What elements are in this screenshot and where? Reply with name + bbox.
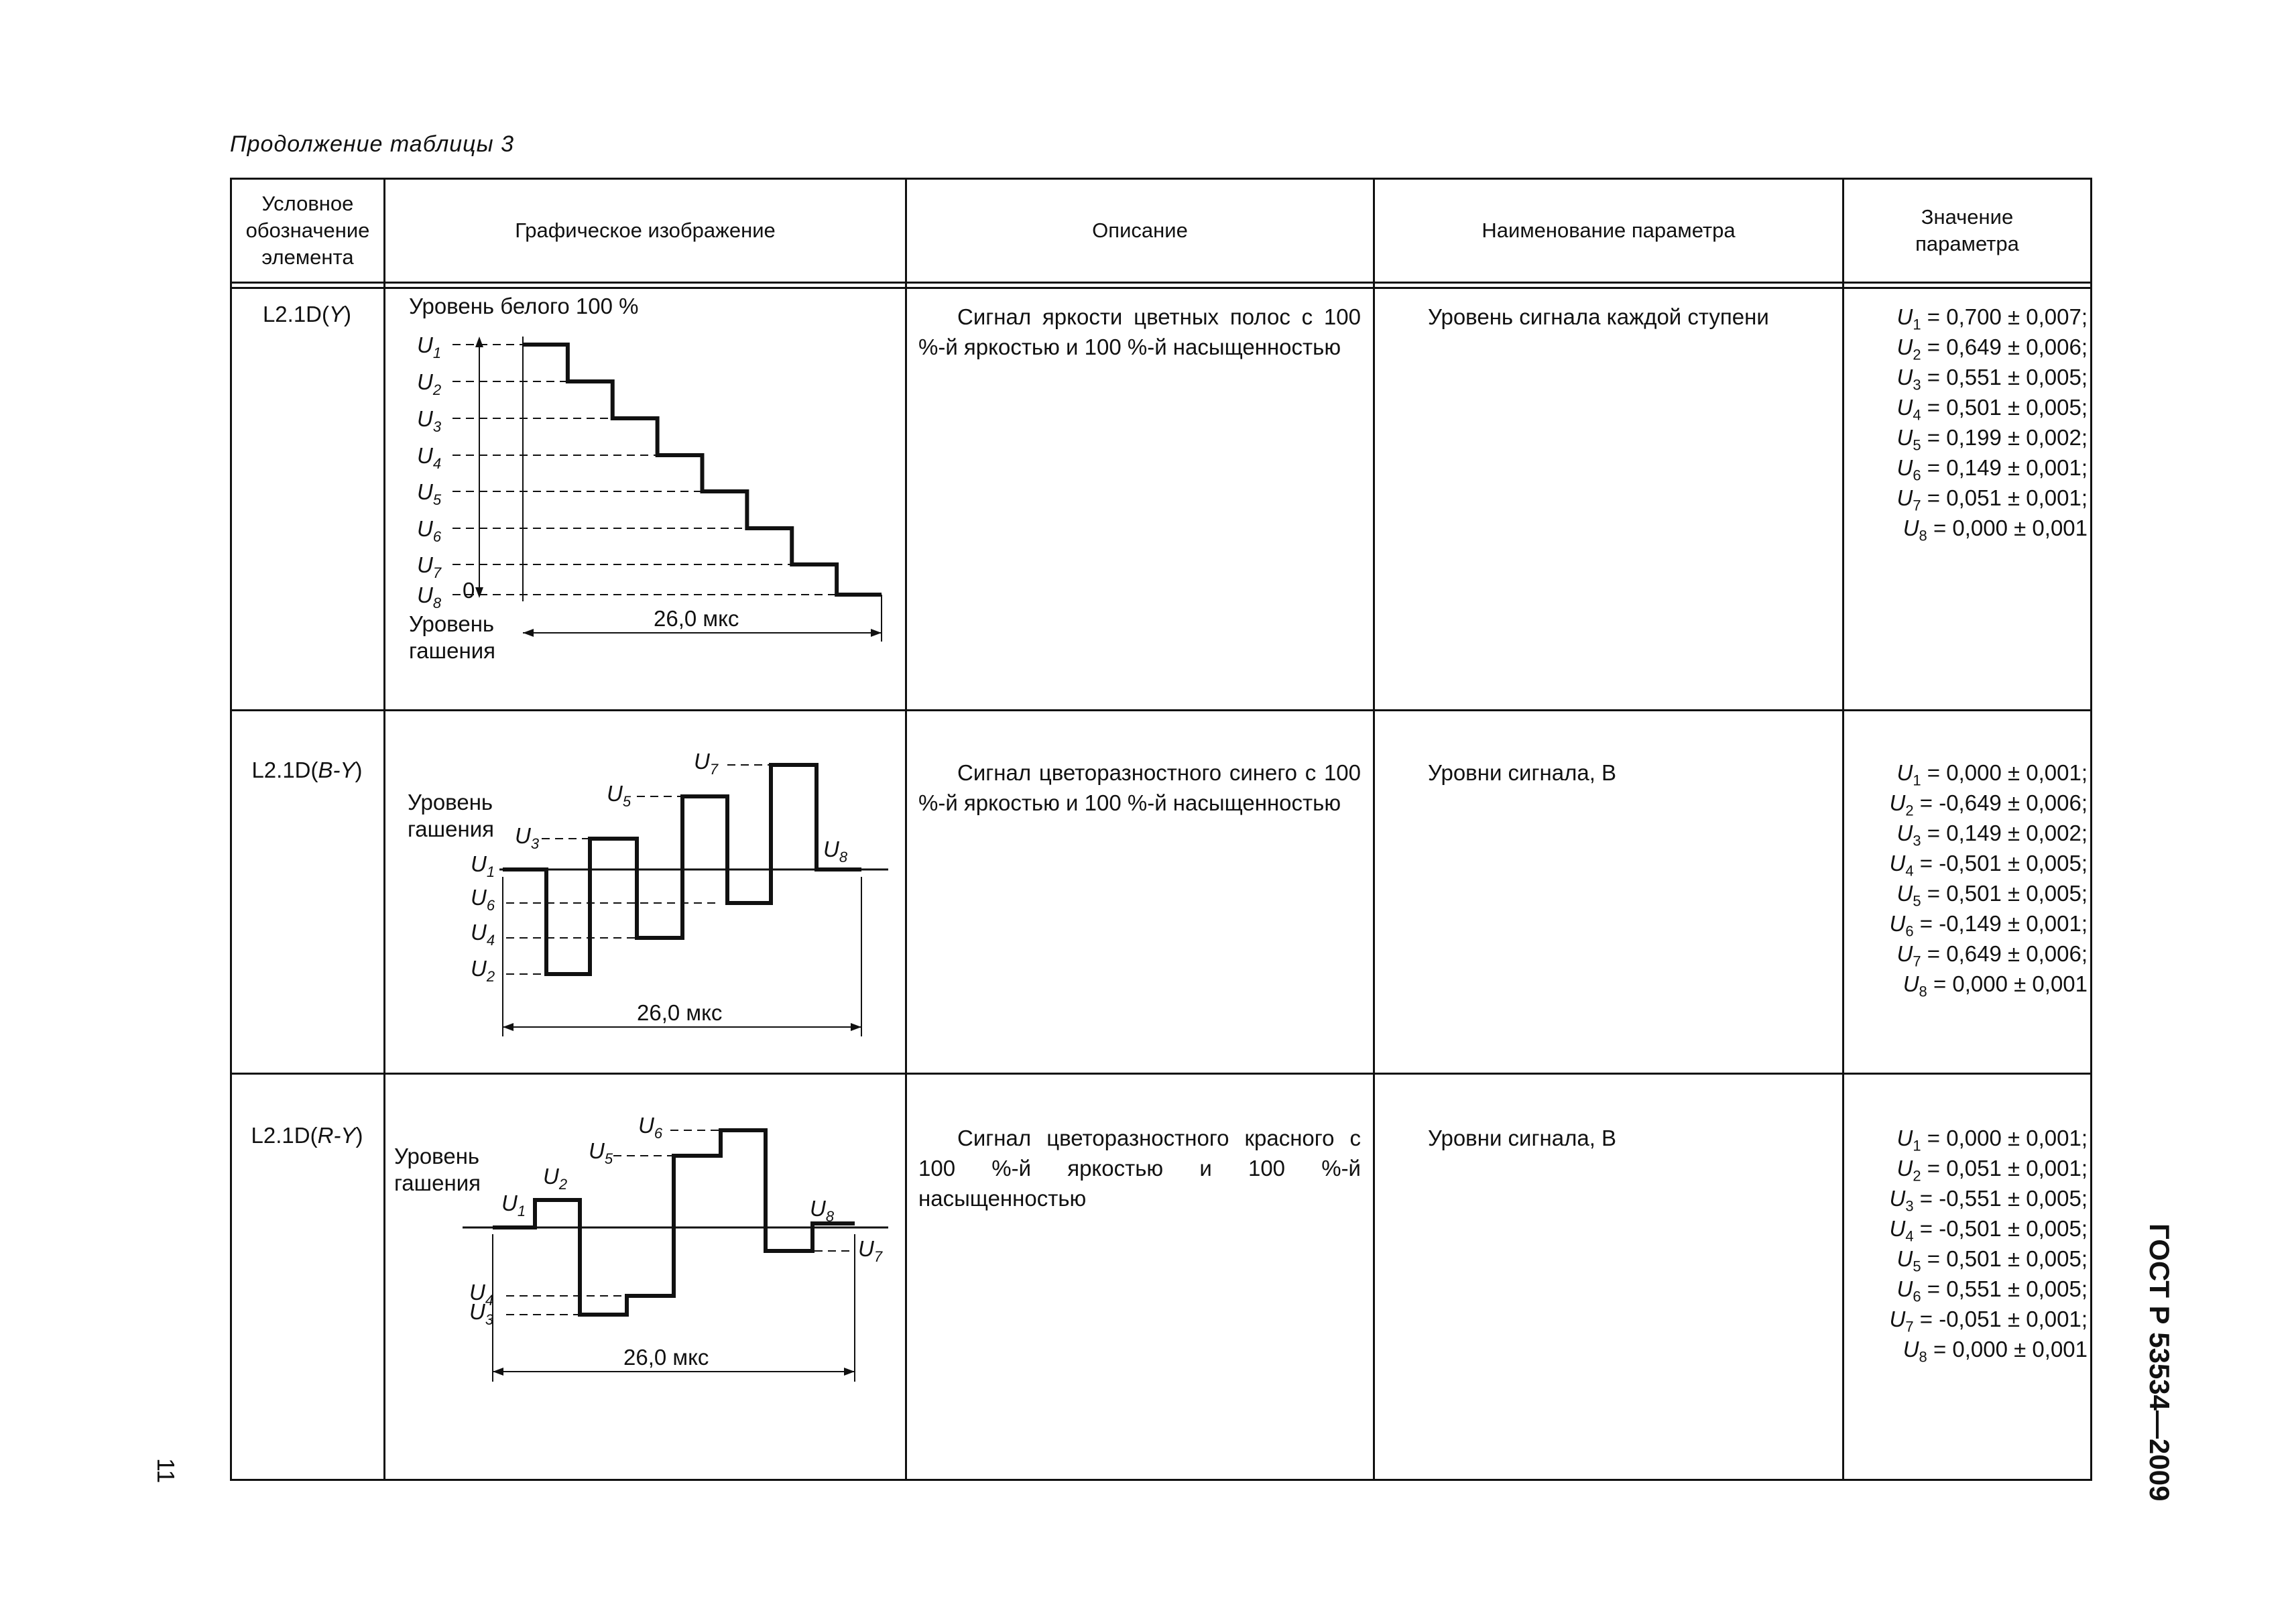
value-index: 5 — [1913, 436, 1921, 454]
value-symbol: U — [1902, 1337, 1919, 1362]
staircase-waveform — [523, 345, 882, 595]
value-index: 4 — [1913, 406, 1921, 424]
parameter-value-line — [1844, 1334, 2088, 1364]
value-index: 5 — [1913, 892, 1921, 910]
parameter-value-line — [1844, 1153, 2088, 1183]
value-symbol: U — [1896, 485, 1913, 510]
parameter-value-line — [1844, 362, 2088, 392]
header-rule — [230, 282, 2092, 284]
value-symbol: U — [1896, 395, 1913, 420]
code-suffix: ) — [344, 302, 352, 326]
code-prefix: L2.1D( — [262, 302, 330, 326]
value-text: = 0,501 ± 0,005; — [1921, 881, 2088, 906]
level-label-u1: $U_1$ — [501, 1191, 526, 1219]
blank-level-label: Уровень — [409, 611, 495, 636]
level-label-u7: $U_7$ — [694, 749, 719, 778]
value-text: = 0,000 ± 0,001 — [1927, 971, 2088, 996]
value-index: 2 — [1905, 802, 1914, 819]
value-symbol: U — [1896, 304, 1913, 329]
parameter-value-line — [1844, 908, 2088, 939]
level-label-u5: $U_5$ — [589, 1138, 613, 1167]
parameter-value-line — [1844, 392, 2088, 422]
value-symbol: U — [1896, 365, 1913, 389]
header-code-line: элемента — [261, 245, 354, 269]
value-text: = 0,051 ± 0,001; — [1921, 485, 2088, 510]
value-symbol: U — [1896, 760, 1913, 785]
value-index: 1 — [1913, 772, 1921, 789]
parameter-value-line — [1844, 848, 2088, 878]
parameter-value-line — [1844, 1244, 2088, 1274]
level-label-u6: $U_6$ — [471, 885, 495, 914]
level-label: $U_6$ — [417, 516, 442, 545]
value-symbol: U — [1896, 821, 1913, 845]
value-index: 1 — [1913, 1137, 1921, 1154]
duration-arrow-left — [503, 1023, 513, 1031]
value-symbol: U — [1896, 335, 1913, 359]
blank-level-label: Уровень — [408, 790, 493, 815]
parameter-value-line — [1844, 878, 2088, 908]
duration-arrow-right — [844, 1368, 855, 1376]
blank-level-label: гашения — [394, 1170, 481, 1195]
duration-arrow-right — [851, 1023, 861, 1031]
value-symbol: U — [1902, 516, 1919, 540]
value-text: = 0,000 ± 0,001 — [1927, 516, 2088, 540]
arrow-head-down — [475, 587, 483, 598]
value-text: = 0,149 ± 0,001; — [1921, 455, 2088, 480]
level-label: $U_3$ — [417, 406, 442, 435]
value-text: = 0,000 ± 0,001 — [1927, 1337, 2088, 1362]
parameter-value-line — [1844, 1183, 2088, 1213]
parameter-value-line — [1844, 818, 2088, 848]
value-index: 6 — [1913, 1288, 1921, 1305]
parameter-name: Уровни сигнала, В — [1428, 1126, 1617, 1150]
level-label: $U_8$ — [417, 583, 442, 611]
value-text: = 0,000 ± 0,001; — [1921, 1126, 2088, 1150]
white-level-label: Уровень белого 100 % — [409, 294, 639, 318]
value-index: 4 — [1905, 1227, 1914, 1245]
value-symbol: U — [1889, 790, 1906, 815]
value-text: = 0,000 ± 0,001; — [1921, 760, 2088, 785]
value-text: = 0,199 ± 0,002; — [1921, 425, 2088, 450]
level-label: $U_4$ — [417, 443, 442, 472]
code-prefix: L2.1D( — [251, 1123, 318, 1148]
value-text: = -0,051 ± 0,001; — [1913, 1307, 2088, 1331]
value-text: = 0,649 ± 0,006; — [1921, 335, 2088, 359]
blank-level-label: Уровень — [394, 1144, 480, 1168]
parameter-values — [1844, 758, 2088, 999]
value-index: 1 — [1913, 316, 1921, 333]
value-symbol: U — [1889, 911, 1906, 936]
level-label-u2: $U_2$ — [471, 956, 495, 985]
level-label-u6: $U_6$ — [638, 1113, 663, 1142]
level-label-u3: $U_3$ — [515, 823, 540, 852]
level-label-u4: $U_4$ — [469, 1280, 494, 1309]
level-label: $U_7$ — [417, 552, 442, 581]
value-symbol: U — [1896, 1276, 1913, 1301]
parameter-value-line — [1844, 513, 2088, 543]
b-y-waveform-diagram — [389, 716, 902, 1070]
parameter-value-line — [1844, 332, 2088, 362]
value-symbol: U — [1896, 425, 1913, 450]
r-y-waveform — [493, 1130, 855, 1315]
value-index: 7 — [1905, 1318, 1914, 1335]
row-divider — [230, 709, 2092, 711]
value-text: = 0,501 ± 0,005; — [1921, 395, 2088, 420]
header-param-name: Наименование параметра — [1482, 219, 1736, 242]
value-index: 8 — [1919, 983, 1927, 1000]
duration-arrow-left — [493, 1368, 503, 1376]
parameter-value-line — [1844, 788, 2088, 818]
level-label: $U_1$ — [417, 333, 442, 361]
duration-label: 26,0 мкс — [623, 1345, 709, 1370]
value-index: 3 — [1913, 832, 1921, 849]
parameter-name: Уровни сигнала, В — [1428, 760, 1617, 785]
zero-label: 0 — [463, 578, 475, 603]
value-index: 3 — [1913, 376, 1921, 394]
value-text: = 0,551 ± 0,005; — [1921, 365, 2088, 389]
value-index: 7 — [1913, 497, 1921, 514]
value-text: = 0,051 ± 0,001; — [1921, 1156, 2088, 1181]
parameter-value-line — [1844, 939, 2088, 969]
blank-level-label: гашения — [408, 817, 495, 841]
value-index: 3 — [1905, 1197, 1914, 1215]
value-symbol: U — [1902, 971, 1919, 996]
value-symbol: U — [1896, 881, 1913, 906]
arrow-head-up — [475, 337, 483, 347]
parameter-value-line — [1844, 1274, 2088, 1304]
value-index: 8 — [1919, 527, 1927, 544]
value-text: = 0,649 ± 0,006; — [1921, 941, 2088, 966]
value-index: 5 — [1913, 1258, 1921, 1275]
value-symbol: U — [1896, 1126, 1913, 1150]
header-code-line: Условное — [261, 192, 354, 215]
duration-label: 26,0 мкс — [654, 606, 739, 631]
description-text: Сигнал цветоразностного красного с 100 %-й яркостью и 100 %-й насыщенностью — [918, 1126, 1361, 1211]
level-label-u8: $U_8$ — [810, 1196, 835, 1225]
r-y-waveform-diagram — [389, 1077, 902, 1479]
level-label-u3: $U_3$ — [469, 1299, 494, 1328]
level-label-u1: $U_1$ — [471, 851, 495, 880]
col-divider — [1373, 178, 1375, 1481]
parameter-values — [1844, 302, 2088, 543]
blank-level-label: гашения — [409, 638, 496, 663]
duration-arrow-left — [523, 629, 534, 637]
duration-arrow-right — [871, 629, 882, 637]
value-text: = 0,700 ± 0,007; — [1921, 304, 2088, 329]
parameter-value-line — [1844, 453, 2088, 483]
value-symbol: U — [1896, 1246, 1913, 1271]
parameter-values — [1844, 1123, 2088, 1364]
level-label-u5: $U_5$ — [607, 781, 631, 810]
code-prefix: L2.1D( — [251, 758, 318, 782]
standard-identifier: ГОСТ Р 53534—2009 — [2144, 1223, 2175, 1502]
level-label: $U_2$ — [417, 369, 442, 398]
parameter-value-line — [1844, 422, 2088, 453]
parameter-name: Уровень сигнала каждой ступени — [1428, 304, 1769, 329]
row-divider — [230, 1073, 2092, 1075]
value-symbol: U — [1896, 1156, 1913, 1181]
header-value-line: Значение — [1921, 205, 2014, 229]
parameter-value-line — [1844, 1304, 2088, 1334]
header-code — [232, 180, 383, 282]
value-text: = 0,551 ± 0,005; — [1921, 1276, 2088, 1301]
value-index: 2 — [1913, 346, 1921, 363]
value-index: 6 — [1913, 467, 1921, 484]
level-label: $U_5$ — [417, 479, 442, 508]
description-text: Сигнал яркости цветных полос с 100 %-й яркостью и 100 %-й насыщенностью — [918, 304, 1361, 359]
value-index: 2 — [1913, 1167, 1921, 1185]
element-code — [232, 758, 382, 783]
code-suffix: ) — [355, 758, 363, 782]
header-value-line: параметра — [1915, 232, 2019, 255]
luminance-staircase-diagram — [389, 290, 902, 707]
header-rule — [230, 287, 2092, 289]
value-index: 7 — [1913, 953, 1921, 970]
code-variable: B-Y — [318, 758, 355, 782]
header-code-line: обозначение — [245, 219, 370, 242]
value-text: = 0,501 ± 0,005; — [1921, 1246, 2088, 1271]
description-text: Сигнал цветоразностного синего с 100 %-й яркостью и 100 %-й насыщенностью — [918, 760, 1361, 815]
value-text: = -0,501 ± 0,005; — [1913, 851, 2088, 876]
level-label-u7: $U_7$ — [858, 1236, 883, 1265]
value-text: = -0,501 ± 0,005; — [1913, 1216, 2088, 1241]
value-symbol: U — [1896, 455, 1913, 480]
parameter-value-line — [1844, 969, 2088, 999]
element-code — [232, 302, 382, 327]
value-text: = 0,149 ± 0,002; — [1921, 821, 2088, 845]
parameter-value-line — [1844, 1123, 2088, 1153]
level-label-u4: $U_4$ — [471, 920, 495, 949]
header-description: Описание — [1092, 219, 1188, 242]
value-index: 6 — [1905, 922, 1914, 940]
code-suffix: ) — [355, 1123, 363, 1148]
value-text: = -0,551 ± 0,005; — [1913, 1186, 2088, 1211]
page-number: 11 — [152, 1458, 180, 1484]
parameter-value-line — [1844, 1213, 2088, 1244]
header-param-value — [1844, 180, 2090, 282]
code-variable: Y — [329, 302, 345, 326]
level-label-u2: $U_2$ — [543, 1164, 568, 1193]
value-symbol: U — [1889, 1216, 1906, 1241]
value-text: = -0,149 ± 0,001; — [1913, 911, 2088, 936]
value-text: = -0,649 ± 0,006; — [1913, 790, 2088, 815]
header-graphic: Графическое изображение — [515, 219, 776, 242]
value-symbol: U — [1896, 941, 1913, 966]
col-divider — [905, 178, 907, 1481]
value-index: 4 — [1905, 862, 1914, 880]
col-divider — [383, 178, 385, 1481]
level-label-u8: $U_8$ — [823, 837, 848, 865]
element-code — [232, 1123, 382, 1148]
duration-label: 26,0 мкс — [637, 1000, 723, 1025]
parameter-value-line — [1844, 758, 2088, 788]
value-symbol: U — [1889, 851, 1906, 876]
table-caption: Продолжение таблицы 3 — [230, 131, 514, 157]
parameter-value-line — [1844, 302, 2088, 332]
code-variable: R-Y — [317, 1123, 356, 1148]
value-symbol: U — [1889, 1186, 1906, 1211]
value-symbol: U — [1889, 1307, 1906, 1331]
parameter-value-line — [1844, 483, 2088, 513]
value-index: 8 — [1919, 1348, 1927, 1366]
